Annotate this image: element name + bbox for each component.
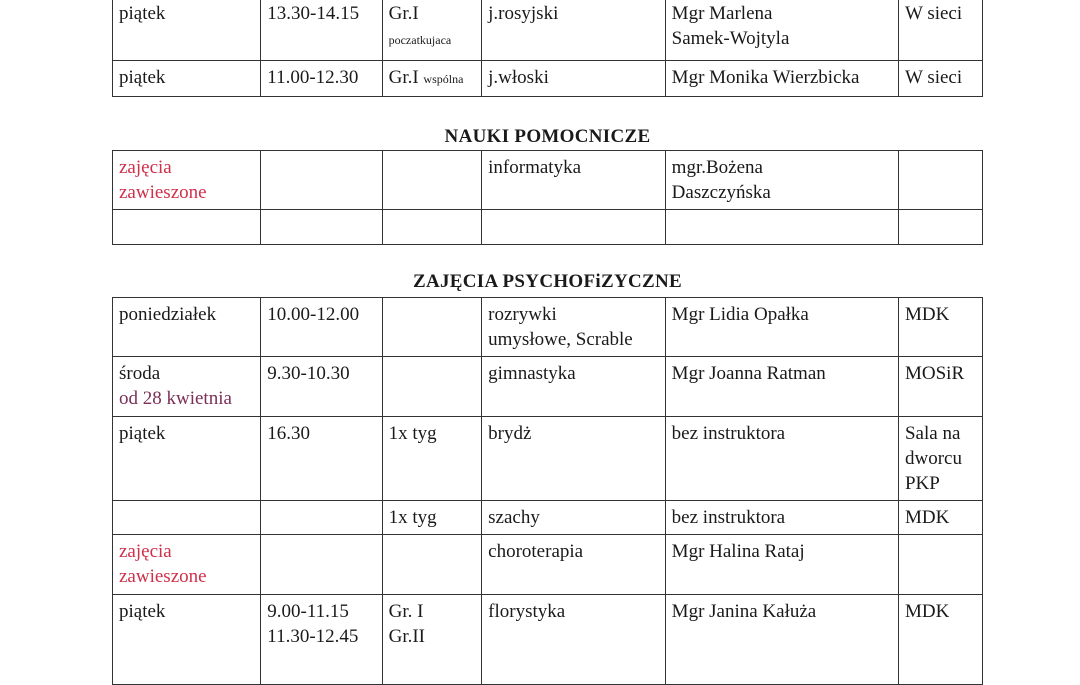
teacher-cell: Mgr Lidia Opałka: [665, 298, 898, 357]
day-label: środa: [119, 363, 161, 384]
group-cell: [382, 61, 482, 97]
day-cell: piątek: [113, 595, 261, 685]
subject-cell: gimnastyka: [482, 357, 666, 417]
day-cell: [113, 501, 261, 535]
teacher-cell: Mgr Monika Wierzbicka: [665, 61, 898, 97]
time-cell: 11.00-12.30: [261, 61, 382, 97]
table-row: [113, 501, 983, 535]
table-row: [113, 61, 983, 97]
time-cell: [261, 535, 382, 595]
group-cell: [382, 151, 482, 210]
place-cell: W sieci: [898, 61, 982, 97]
time-cell: [261, 151, 382, 210]
psychophysical-table: [112, 297, 983, 685]
teacher-cell: Mgr Janina Kałuża: [665, 595, 898, 685]
group-cell: [382, 298, 482, 357]
group-note: wspólna: [423, 72, 464, 86]
place-cell: [898, 210, 982, 245]
day-cell: poniedziałek: [113, 298, 261, 357]
group-label: Gr.I: [388, 67, 419, 88]
group-label: Gr.I: [388, 3, 419, 24]
group-cell: [382, 357, 482, 417]
teacher-cell: mgr.Bożena Daszczyńska: [665, 151, 898, 210]
table-row: [113, 357, 983, 417]
table-row: [113, 298, 983, 357]
table-row: [113, 151, 983, 210]
auxiliary-heading: NAUKI POMOCNICZE: [444, 126, 651, 147]
subject-cell: informatyka: [482, 151, 666, 210]
place-cell: [898, 151, 982, 210]
subject-cell: j.rosyjski: [482, 0, 666, 61]
day-cell: zajęcia zawieszone: [113, 535, 261, 595]
day-cell: piątek: [113, 0, 261, 61]
place-cell: MDK: [898, 501, 982, 535]
group-cell: Gr. I Gr.II: [382, 595, 482, 685]
place-cell: MDK: [898, 298, 982, 357]
teacher-cell: Mgr Marlena Samek-Wojtyla: [665, 0, 898, 61]
subject-cell: szachy: [482, 501, 666, 535]
table-row: [113, 595, 983, 685]
group-note: poczatkujaca: [388, 33, 452, 47]
subject-cell: florystyka: [482, 595, 666, 685]
time-cell: 13.30-14.15: [261, 0, 382, 61]
day-cell: zajęcia zawieszone: [113, 151, 261, 210]
teacher-cell: Mgr Joanna Ratman: [665, 357, 898, 417]
table-row: [113, 0, 983, 61]
place-cell: MOSiR: [898, 357, 982, 417]
table-row: [113, 535, 983, 595]
place-cell: [898, 535, 982, 595]
subject-cell: j.włoski: [482, 61, 666, 97]
time-cell: [261, 501, 382, 535]
group-cell: 1x tyg: [382, 417, 482, 501]
time-cell: 9.00-11.15 11.30-12.45: [261, 595, 382, 685]
subject-cell: [482, 210, 666, 245]
place-cell: MDK: [898, 595, 982, 685]
group-cell: [382, 0, 482, 61]
group-cell: 1x tyg: [382, 501, 482, 535]
teacher-cell: [665, 210, 898, 245]
time-cell: [261, 210, 382, 245]
place-cell: Sala na dworcu PKP: [898, 417, 982, 501]
table-row: [113, 417, 983, 501]
subject-cell: choroterapia: [482, 535, 666, 595]
day-note: od 28 kwietnia: [119, 388, 232, 409]
teacher-cell: Mgr Halina Rataj: [665, 535, 898, 595]
psychophysical-heading: ZAJĘCIA PSYCHOFiZYCZNE: [413, 271, 682, 292]
auxiliary-table: [112, 150, 983, 245]
day-cell: piątek: [113, 61, 261, 97]
subject-cell: rozrywki umysłowe, Scrable: [482, 298, 666, 357]
place-cell: W sieci: [898, 0, 982, 61]
teacher-cell: bez instruktora: [665, 501, 898, 535]
group-cell: [382, 535, 482, 595]
languages-table: [112, 0, 983, 97]
table-row: [113, 210, 983, 245]
day-cell: [113, 210, 261, 245]
time-cell: 16.30: [261, 417, 382, 501]
subject-cell: brydż: [482, 417, 666, 501]
time-cell: 9.30-10.30: [261, 357, 382, 417]
teacher-cell: bez instruktora: [665, 417, 898, 501]
time-cell: 10.00-12.00: [261, 298, 382, 357]
group-cell: [382, 210, 482, 245]
day-cell: piątek: [113, 417, 261, 501]
day-cell: [113, 357, 261, 417]
